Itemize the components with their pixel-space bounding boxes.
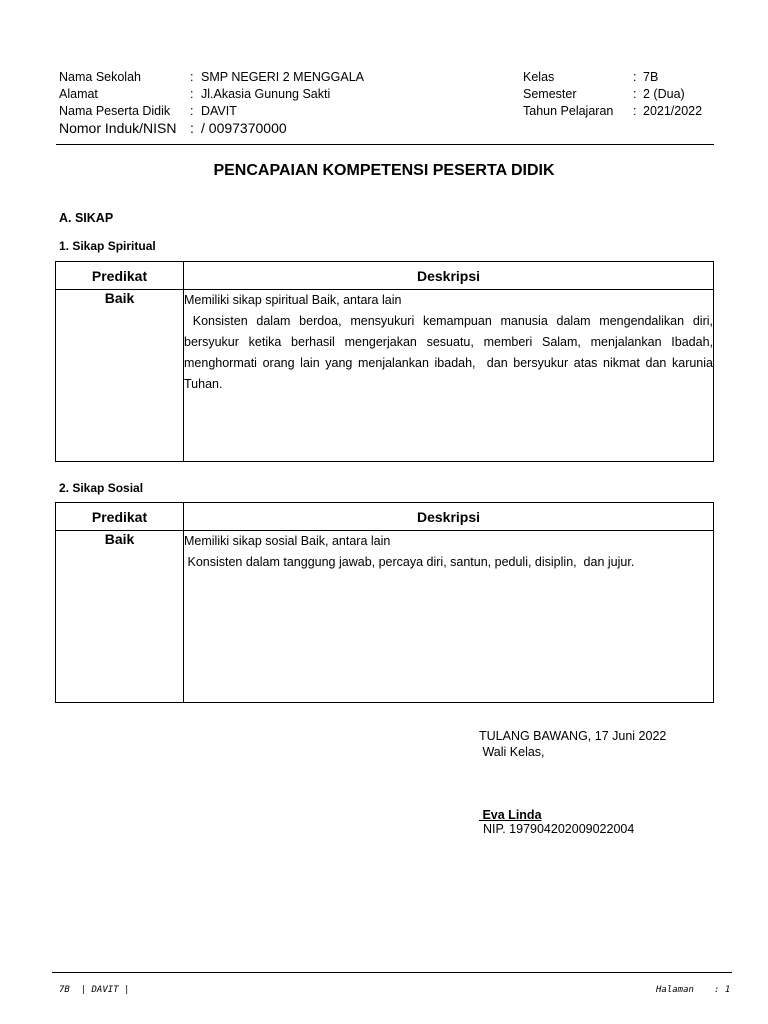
sosial-heading: 2. Sikap Sosial — [59, 481, 144, 495]
label-nama-sekolah: Nama Sekolah — [59, 70, 141, 84]
sep: : — [190, 70, 194, 84]
spiritual-desc-line1: Memiliki sikap spiritual Baik, antara lain — [184, 293, 402, 307]
section-a-heading: A. SIKAP — [59, 211, 114, 225]
sosial-desc-line1: Memiliki sikap sosial Baik, antara lain — [184, 534, 391, 548]
table-row — [56, 531, 714, 703]
value-semester: 2 (Dua) — [643, 87, 685, 101]
value-tahun: 2021/2022 — [643, 104, 703, 118]
footer-page-number: : 1 — [714, 985, 731, 995]
label-nisn: Nomor Induk/NISN — [59, 120, 177, 136]
label-semester: Semester — [523, 87, 577, 101]
value-alamat: Jl.Akasia Gunung Sakti — [201, 87, 331, 101]
wali-kelas-label: Wali Kelas, — [479, 745, 545, 759]
table-header-row — [56, 503, 714, 531]
spiritual-predikat: Baik — [56, 290, 184, 462]
spiritual-heading: 1. Sikap Spiritual — [59, 239, 156, 253]
wali-kelas-name: Eva Linda — [479, 808, 542, 822]
value-kelas: 7B — [643, 70, 659, 84]
sosial-desc-body: Konsisten dalam tanggung jawab, percaya diri, santun, peduli, disiplin, dan jujur. — [184, 555, 635, 569]
label-nama-peserta: Nama Peserta Didik — [59, 104, 171, 118]
page-title: PENCAPAIAN KOMPETENSI PESERTA DIDIK — [213, 162, 555, 179]
sep: : — [633, 104, 637, 118]
sosial-predikat: Baik — [56, 531, 184, 703]
table-row — [56, 290, 714, 462]
sep: : — [633, 70, 637, 84]
wali-kelas-nip: NIP. 197904202009022004 — [483, 822, 635, 836]
footer-page-label: Halaman — [656, 985, 694, 995]
sep: : — [190, 104, 194, 118]
value-nama-sekolah: SMP NEGERI 2 MENGGALA — [201, 70, 365, 84]
sep: : — [190, 120, 194, 136]
value-nama-peserta: DAVIT — [201, 104, 237, 118]
label-tahun: Tahun Pelajaran — [523, 104, 614, 118]
col-predikat: Predikat — [56, 503, 184, 531]
label-kelas: Kelas — [523, 70, 555, 84]
col-deskripsi: Deskripsi — [184, 262, 714, 290]
label-alamat: Alamat — [59, 87, 98, 101]
col-predikat: Predikat — [56, 262, 184, 290]
sosial-deskripsi — [184, 531, 714, 703]
sosial-table — [55, 502, 714, 703]
header-divider — [56, 144, 714, 145]
table-header-row — [56, 262, 714, 290]
place-date: TULANG BAWANG, 17 Juni 2022 — [479, 729, 667, 743]
spiritual-table — [55, 261, 717, 462]
footer-left: 7B | DAVIT | — [59, 985, 130, 995]
col-deskripsi: Deskripsi — [184, 503, 714, 531]
sep: : — [633, 87, 637, 101]
spiritual-deskripsi — [184, 290, 717, 462]
footer-divider — [52, 972, 732, 973]
spiritual-desc-body: Konsisten dalam berdoa, mensyukuri kemampuan manusia dalam mengendalikan diri, bersyukur ketika berhasil mengerjakan sesuatu, memberi Salam, menjalankan Ibadah, menghormati orang lain yang menjalankan ibadah, dan bersyukur atas nikmat dan karunia Tuhan. — [184, 314, 717, 391]
sep: : — [190, 87, 194, 101]
value-nisn: / 0097370000 — [201, 120, 287, 136]
